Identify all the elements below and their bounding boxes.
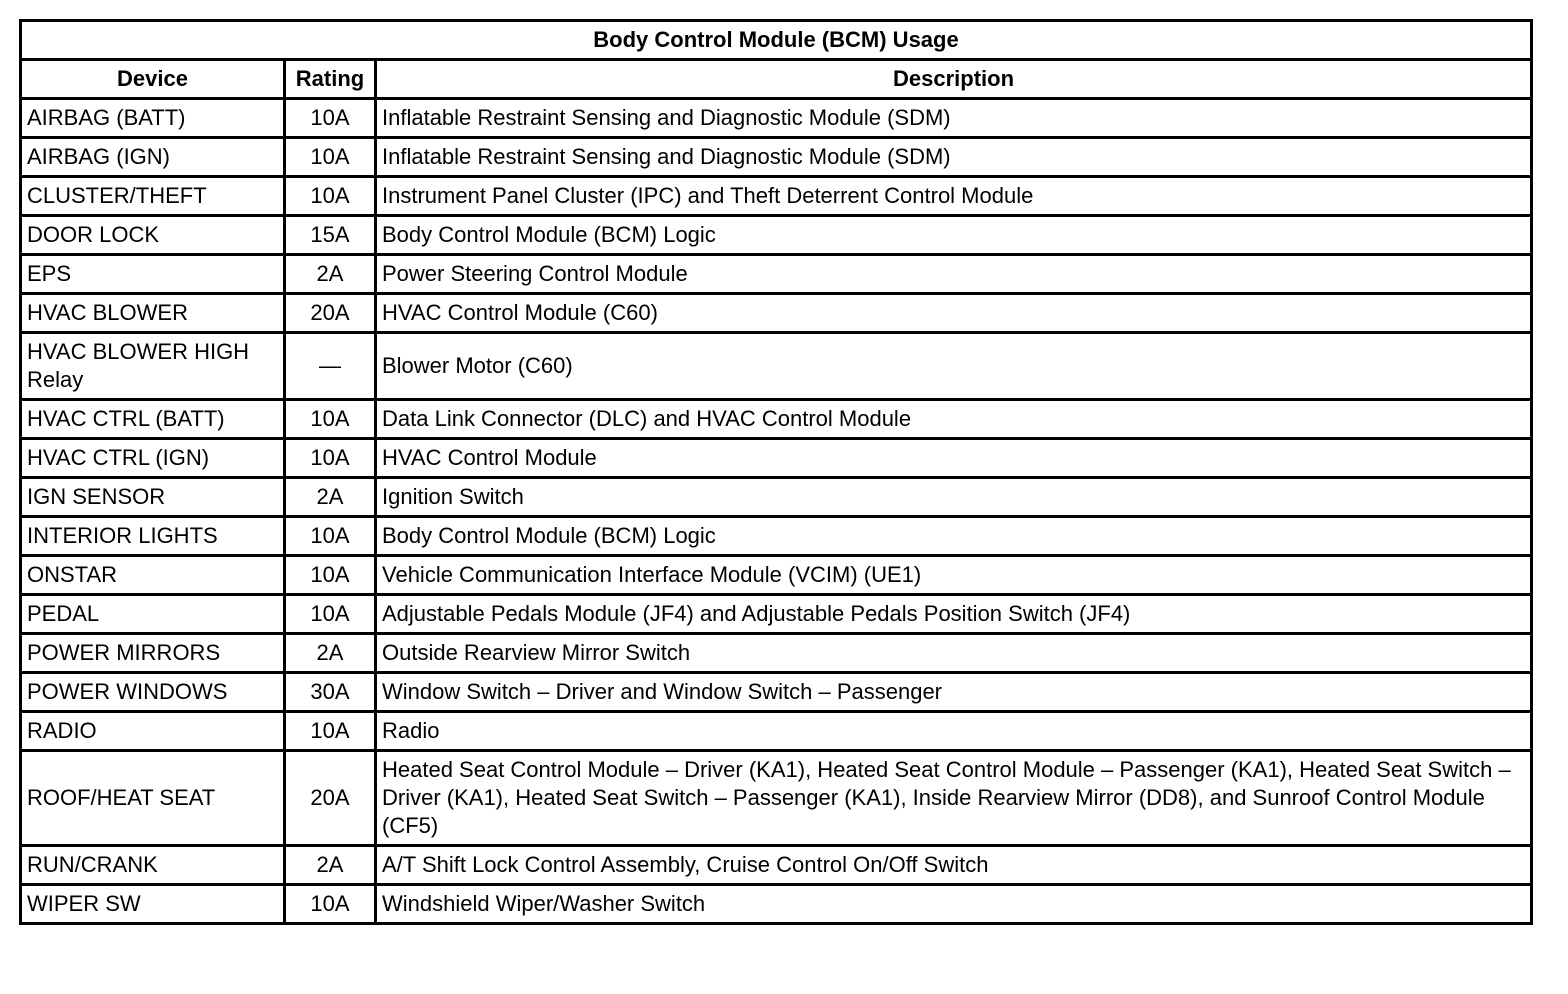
header-description: Description	[376, 60, 1532, 99]
table-row	[21, 885, 1532, 924]
rating-cell: 10A	[285, 712, 376, 751]
device-cell: WIPER SW	[21, 885, 285, 924]
table-title: Body Control Module (BCM) Usage	[21, 21, 1532, 60]
table-row	[21, 673, 1532, 712]
table-header-row	[21, 60, 1532, 99]
table-row	[21, 138, 1532, 177]
device-cell: EPS	[21, 255, 285, 294]
table-row	[21, 846, 1532, 885]
rating-cell: 10A	[285, 595, 376, 634]
rating-cell: 20A	[285, 751, 376, 846]
description-cell: Inflatable Restraint Sensing and Diagnostic Module (SDM)	[376, 138, 1532, 177]
description-cell: Window Switch – Driver and Window Switch – Passenger	[376, 673, 1532, 712]
device-cell: ONSTAR	[21, 556, 285, 595]
rating-cell: 10A	[285, 885, 376, 924]
table-row	[21, 400, 1532, 439]
rating-cell: —	[285, 333, 376, 400]
header-device: Device	[21, 60, 285, 99]
device-cell: HVAC BLOWER	[21, 294, 285, 333]
table-row	[21, 177, 1532, 216]
description-cell: Body Control Module (BCM) Logic	[376, 517, 1532, 556]
description-cell: Vehicle Communication Interface Module (VCIM) (UE1)	[376, 556, 1532, 595]
device-cell: AIRBAG (IGN)	[21, 138, 285, 177]
rating-cell: 10A	[285, 439, 376, 478]
device-cell: POWER MIRRORS	[21, 634, 285, 673]
table-row	[21, 255, 1532, 294]
description-cell: Body Control Module (BCM) Logic	[376, 216, 1532, 255]
rating-cell: 2A	[285, 255, 376, 294]
description-cell: A/T Shift Lock Control Assembly, Cruise Control On/Off Switch	[376, 846, 1532, 885]
description-cell: Radio	[376, 712, 1532, 751]
device-cell: IGN SENSOR	[21, 478, 285, 517]
bcm-usage-table	[19, 19, 1533, 925]
rating-cell: 10A	[285, 400, 376, 439]
description-cell: Inflatable Restraint Sensing and Diagnostic Module (SDM)	[376, 99, 1532, 138]
device-cell: RADIO	[21, 712, 285, 751]
table-row	[21, 751, 1532, 846]
rating-cell: 10A	[285, 138, 376, 177]
rating-cell: 10A	[285, 99, 376, 138]
rating-cell: 10A	[285, 517, 376, 556]
table-row	[21, 517, 1532, 556]
table-row	[21, 439, 1532, 478]
rating-cell: 30A	[285, 673, 376, 712]
table-row	[21, 478, 1532, 517]
device-cell: PEDAL	[21, 595, 285, 634]
description-cell: HVAC Control Module (C60)	[376, 294, 1532, 333]
table-row	[21, 294, 1532, 333]
device-cell: HVAC CTRL (BATT)	[21, 400, 285, 439]
description-cell: Heated Seat Control Module – Driver (KA1), Heated Seat Control Module – Passenger (KA1), Heated Seat Switch – Driver (KA1), Heated Seat Switch – Passenger (KA1), Inside Rearview Mirror (DD8), and Sunroof Control Module (CF5)	[376, 751, 1532, 846]
device-cell: AIRBAG (BATT)	[21, 99, 285, 138]
description-cell: Ignition Switch	[376, 478, 1532, 517]
rating-cell: 20A	[285, 294, 376, 333]
table-title-row	[21, 21, 1532, 60]
table-row	[21, 216, 1532, 255]
description-cell: Adjustable Pedals Module (JF4) and Adjustable Pedals Position Switch (JF4)	[376, 595, 1532, 634]
header-rating: Rating	[285, 60, 376, 99]
device-cell: HVAC CTRL (IGN)	[21, 439, 285, 478]
table-row	[21, 595, 1532, 634]
device-cell: DOOR LOCK	[21, 216, 285, 255]
description-cell: Blower Motor (C60)	[376, 333, 1532, 400]
table-row	[21, 634, 1532, 673]
rating-cell: 10A	[285, 177, 376, 216]
rating-cell: 10A	[285, 556, 376, 595]
device-cell: ROOF/HEAT SEAT	[21, 751, 285, 846]
table-row	[21, 333, 1532, 400]
description-cell: Outside Rearview Mirror Switch	[376, 634, 1532, 673]
device-cell: CLUSTER/THEFT	[21, 177, 285, 216]
description-cell: Data Link Connector (DLC) and HVAC Control Module	[376, 400, 1532, 439]
description-cell: Windshield Wiper/Washer Switch	[376, 885, 1532, 924]
description-cell: HVAC Control Module	[376, 439, 1532, 478]
table-row	[21, 712, 1532, 751]
table-row	[21, 99, 1532, 138]
device-cell: POWER WINDOWS	[21, 673, 285, 712]
device-cell: HVAC BLOWER HIGH Relay	[21, 333, 285, 400]
device-cell: RUN/CRANK	[21, 846, 285, 885]
device-cell: INTERIOR LIGHTS	[21, 517, 285, 556]
rating-cell: 15A	[285, 216, 376, 255]
description-cell: Instrument Panel Cluster (IPC) and Theft Deterrent Control Module	[376, 177, 1532, 216]
description-cell: Power Steering Control Module	[376, 255, 1532, 294]
table-row	[21, 556, 1532, 595]
rating-cell: 2A	[285, 634, 376, 673]
rating-cell: 2A	[285, 478, 376, 517]
rating-cell: 2A	[285, 846, 376, 885]
